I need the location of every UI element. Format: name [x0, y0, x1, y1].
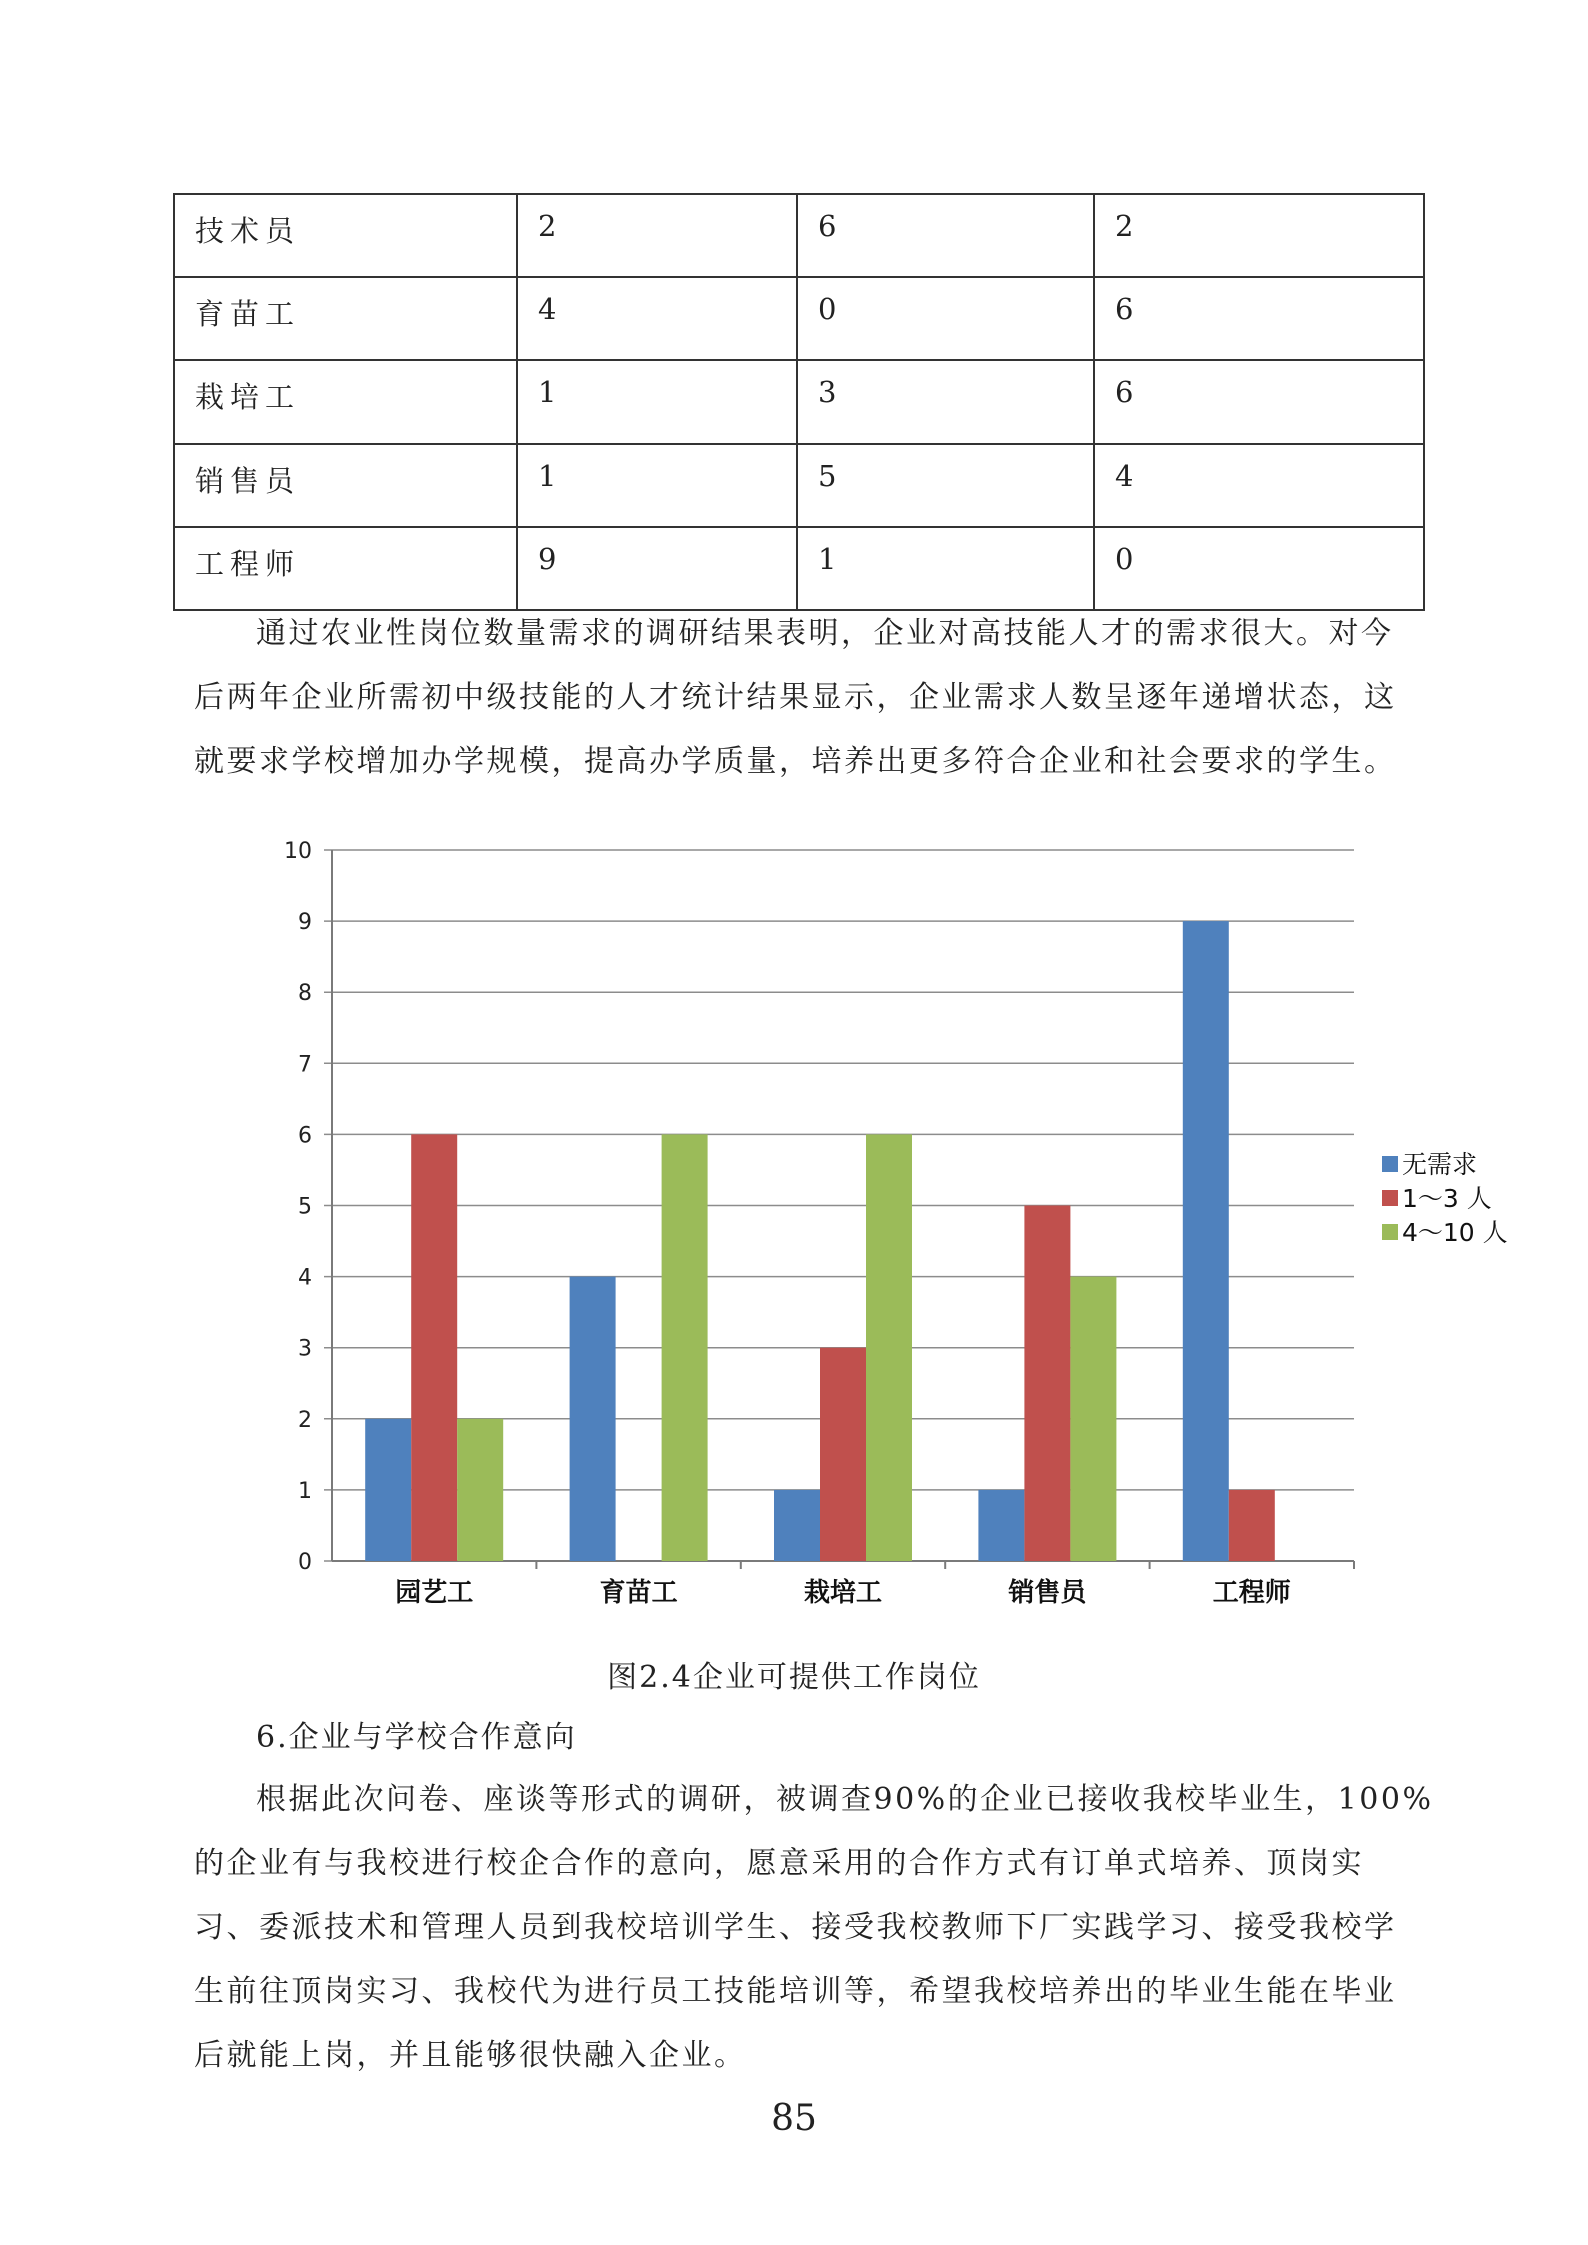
table-cell-value: 4 — [517, 277, 797, 360]
y-tick-label: 9 — [298, 910, 312, 936]
bar — [1070, 1277, 1116, 1561]
bar — [365, 1419, 411, 1561]
y-tick-label: 0 — [298, 1550, 312, 1575]
bar — [570, 1277, 616, 1561]
bar — [662, 1134, 708, 1561]
job-positions-bar-chart — [262, 805, 1542, 1635]
legend-swatch — [1382, 1156, 1398, 1172]
table-cell-value: 3 — [797, 360, 1094, 443]
position-demand-table — [173, 193, 1425, 611]
table-row — [174, 277, 1424, 360]
bar — [457, 1419, 503, 1561]
bar — [1229, 1490, 1275, 1561]
y-tick-label: 2 — [298, 1407, 312, 1433]
bar — [866, 1134, 912, 1561]
table-cell-position: 工程师 — [174, 527, 517, 610]
table-cell-value: 6 — [797, 194, 1094, 277]
table-cell-value: 4 — [1094, 444, 1424, 527]
x-category-label: 销售员 — [1008, 1578, 1087, 1608]
table-cell-value: 1 — [517, 444, 797, 527]
table-cell-position: 销售员 — [174, 444, 517, 527]
bar — [774, 1490, 820, 1561]
x-category-label: 工程师 — [1212, 1578, 1291, 1608]
paragraph-line: 根据此次问卷、座谈等形式的调研，被调查90%的企业已接收我校毕业生，100% — [256, 1782, 1434, 1817]
figure-caption: 图2.4企业可提供工作岗位 — [607, 1660, 981, 1695]
y-tick-label: 5 — [298, 1194, 312, 1220]
y-tick-label: 1 — [298, 1478, 312, 1504]
paragraph-line: 后就能上岗，并且能够很快融入企业。 — [194, 2038, 747, 2073]
table-cell-value: 0 — [1094, 527, 1424, 610]
legend-swatch — [1382, 1224, 1398, 1240]
legend-swatch — [1382, 1190, 1398, 1206]
y-tick-label: 10 — [284, 839, 312, 864]
table-cell-value: 5 — [797, 444, 1094, 527]
table-cell-position: 栽培工 — [174, 360, 517, 443]
table-cell-value: 2 — [1094, 194, 1424, 277]
table-cell-position: 育苗工 — [174, 277, 517, 360]
table-cell-position: 技术员 — [174, 194, 517, 277]
legend-label: 4～10 人 — [1402, 1218, 1508, 1247]
paragraph-line: 生前往顶岗实习、我校代为进行员工技能培训等，希望我校培养出的毕业生能在毕业 — [194, 1974, 1397, 2009]
paragraph-line: 后两年企业所需初中级技能的人才统计结果显示，企业需求人数呈逐年递增状态，这 — [194, 680, 1397, 715]
bar — [1024, 1206, 1070, 1562]
page-number: 85 — [771, 2098, 817, 2139]
y-tick-label: 4 — [298, 1265, 312, 1291]
x-category-label: 园艺工 — [395, 1578, 474, 1608]
legend-label: 无需求 — [1402, 1150, 1478, 1179]
y-tick-label: 3 — [298, 1336, 312, 1362]
paragraph-cooperation-intent — [194, 1768, 1434, 2088]
table-cell-value: 6 — [1094, 360, 1424, 443]
paragraph-line: 的企业有与我校进行校企合作的意向，愿意采用的合作方式有订单式培养、顶岗实 — [194, 1846, 1364, 1881]
table-cell-value: 2 — [517, 194, 797, 277]
y-tick-label: 8 — [298, 981, 312, 1007]
table-cell-value: 1 — [797, 527, 1094, 610]
x-category-label: 育苗工 — [599, 1578, 678, 1608]
paragraph-line: 习、委派技术和管理人员到我校培训学生、接受我校教师下厂实践学习、接受我校学 — [194, 1910, 1397, 1945]
bar — [978, 1490, 1024, 1561]
table-cell-value: 1 — [517, 360, 797, 443]
table-cell-value: 6 — [1094, 277, 1424, 360]
legend-label: 1～3 人 — [1402, 1184, 1492, 1213]
table-row — [174, 194, 1424, 277]
y-tick-label: 7 — [298, 1052, 312, 1078]
paragraph-line: 通过农业性岗位数量需求的调研结果表明，企业对高技能人才的需求很大。对今 — [256, 616, 1394, 651]
bar — [820, 1348, 866, 1561]
paragraph-line: 就要求学校增加办学规模，提高办学质量，培养出更多符合企业和社会要求的学生。 — [194, 744, 1397, 779]
bar — [411, 1134, 457, 1561]
table-row — [174, 360, 1424, 443]
paragraph-demand-analysis — [194, 602, 1414, 794]
y-tick-label: 6 — [298, 1123, 312, 1149]
table-cell-value: 0 — [797, 277, 1094, 360]
bar — [1183, 921, 1229, 1561]
table-cell-value: 9 — [517, 527, 797, 610]
section-heading: 6.企业与学校合作意向 — [256, 1720, 577, 1755]
table-row — [174, 527, 1424, 610]
table-row — [174, 444, 1424, 527]
x-category-label: 栽培工 — [803, 1578, 883, 1608]
